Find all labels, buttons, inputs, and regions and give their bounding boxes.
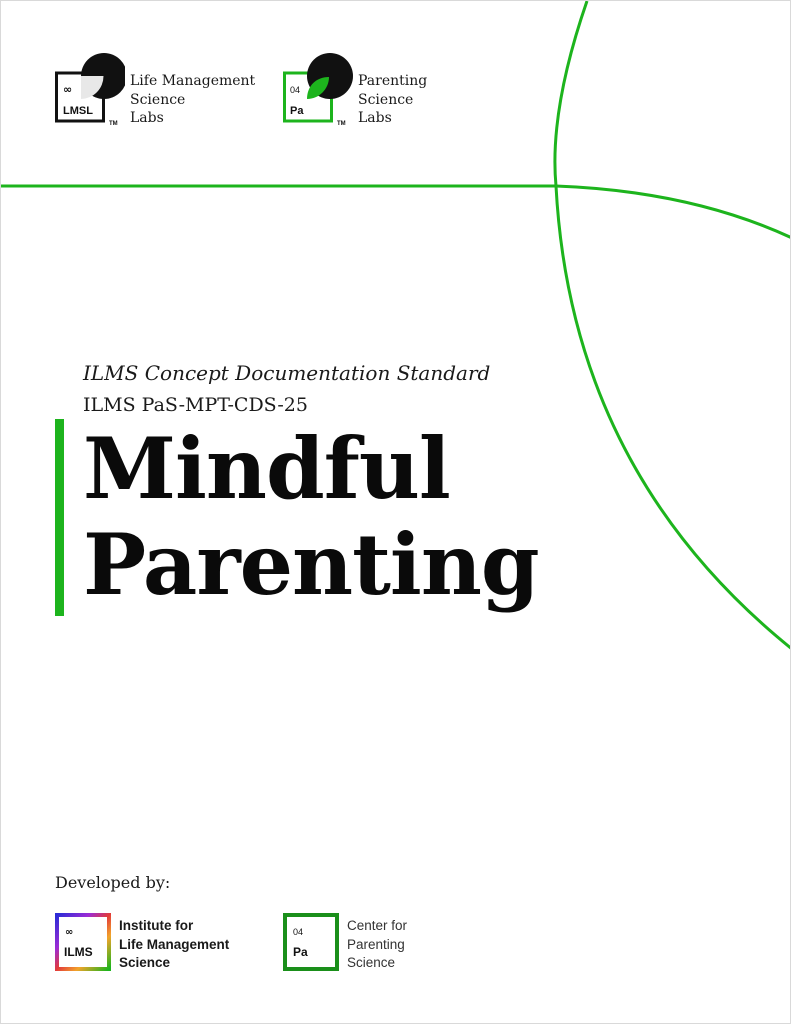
standard-name: ILMS Concept Documentation Standard [83,361,491,385]
cps-name-line-2: Parenting [347,936,405,952]
lmsl-logo-icon [55,53,125,127]
lmsl-logo-name [130,72,255,128]
psl-logo-name [358,72,427,128]
page-title [83,421,539,613]
cps-name-line-1: Center for [347,918,408,933]
svg-text:LMSL: LMSL [63,105,93,117]
ilms-name [119,917,229,973]
svg-text:TM: TM [109,121,118,127]
lmsl-name-line-3: Labs [130,110,164,126]
cps-name-line-3: Science [347,955,396,970]
svg-text:TM: TM [337,121,346,127]
psl-name-line-3: Labs [358,110,392,126]
ilms-name-line-1: Institute for [119,918,194,933]
svg-text:Pa: Pa [293,945,308,959]
lmsl-name-line-1: Life Management [130,73,256,89]
svg-text:Pa: Pa [290,105,304,117]
psl-name-line-1: Parenting [358,73,428,89]
title-accent-bar [55,419,64,616]
ilms-name-line-2: Life Management [119,936,230,952]
psl-name-line-2: Science [358,91,414,108]
svg-text:04: 04 [290,85,301,95]
cps-name [347,917,407,973]
upper-arc [556,186,791,238]
parenting-science-labs-logo-icon [283,53,353,127]
svg-text:∞: ∞ [65,927,74,938]
lmsl-name-line-2: Science [130,91,186,108]
title-line-2: Parenting [83,515,539,614]
svg-text:∞: ∞ [63,83,73,96]
ilms-logo-icon [55,913,111,971]
svg-text:04: 04 [293,927,304,937]
center-parenting-science-logo-icon [283,913,339,971]
document-code: ILMS PaS-MPT-CDS-25 [83,394,308,416]
svg-text:ILMS: ILMS [64,945,93,959]
ilms-name-line-3: Science [119,955,171,970]
vertical-arc [555,1,791,649]
title-line-1: Mindful [83,419,450,518]
developed-by-label: Developed by: [55,873,171,892]
